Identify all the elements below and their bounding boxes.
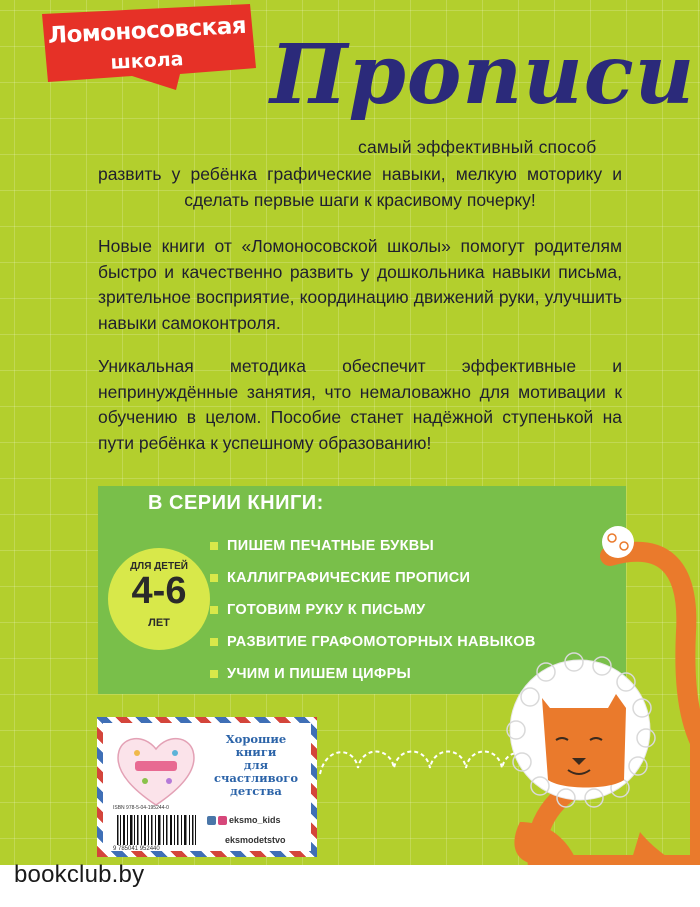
publisher-logo <box>36 4 258 92</box>
description-paragraph-3: Уникальная методика обеспечит эффективные и непринуждённые занятия, что немаловажно для мотивации к обучению в целом. Пособие станет надёжной ступенькой на пути ребёнка к успешному образованию! <box>98 356 622 453</box>
age-badge-bottom: ЛЕТ <box>148 617 170 629</box>
bullet-icon <box>210 638 218 646</box>
intro-text: развить у ребёнка графические навыки, мелкую моторику и сделать первые шаги к красивому почерку! <box>98 164 622 210</box>
slogan-line: книги <box>235 745 277 759</box>
lion-illustration <box>490 522 700 865</box>
bullet-icon <box>210 670 218 678</box>
social-handle <box>207 815 281 825</box>
watermark-text: bookclub.by <box>14 861 145 888</box>
slogan-line: Хорошие <box>225 732 287 746</box>
barcode-icon <box>115 813 199 847</box>
series-list-item <box>210 626 536 658</box>
book-title: Прописи <box>270 27 696 123</box>
series-list-item <box>210 562 536 594</box>
isbn-text: ISBN 978-5-04-195244-0 <box>113 805 169 811</box>
bullet-icon <box>210 542 218 550</box>
logo-line-1: Ломоносовская <box>47 12 247 50</box>
age-badge-range: 4-6 <box>131 570 187 612</box>
bullet-icon <box>210 606 218 614</box>
logo-line-2: школа <box>110 48 184 74</box>
age-badge-top: ДЛЯ ДЕТЕЙ <box>130 561 188 572</box>
instagram-icon <box>218 816 227 825</box>
series-list-item <box>210 530 536 562</box>
series-item-label: УЧИМ И ПИШЕМ ЦИФРЫ <box>227 666 412 682</box>
intro-line-1: самый эффективный способ <box>358 137 597 157</box>
series-list-item <box>210 658 536 690</box>
publisher-site: eksmodetstvo <box>225 835 286 845</box>
barcode-digits: 9 785041 952440 <box>113 846 160 852</box>
series-list <box>210 530 536 690</box>
social-handle-text: eksmo_kids <box>229 815 281 825</box>
series-item-label: ГОТОВИМ РУКУ К ПИСЬМУ <box>227 602 426 618</box>
series-item-label: ПИШЕМ ПЕЧАТНЫЕ БУКВЫ <box>227 538 435 554</box>
series-item-label: РАЗВИТИЕ ГРАФОМОТОРНЫХ НАВЫКОВ <box>227 634 536 650</box>
age-badge <box>108 548 210 650</box>
heart-emblem-icon <box>113 731 199 809</box>
slogan-line: детства <box>230 784 282 798</box>
publisher-card <box>97 717 317 857</box>
publisher-slogan <box>205 733 307 798</box>
series-list-item <box>210 594 536 626</box>
series-item-label: КАЛЛИГРАФИЧЕСКИЕ ПРОПИСИ <box>227 570 471 586</box>
series-title: В СЕРИИ КНИГИ: <box>148 492 324 514</box>
vk-icon <box>207 816 216 825</box>
description-paragraph-2: Новые книги от «Ломоносовской школы» помогут родителям быстро и качественно развить у дошкольника навыки письма, зрительное восприятие, координацию движений руки, улучшить навыки самоконтроля. <box>98 236 622 333</box>
bullet-icon <box>210 574 218 582</box>
slogan-line: для счастливого <box>213 758 298 785</box>
